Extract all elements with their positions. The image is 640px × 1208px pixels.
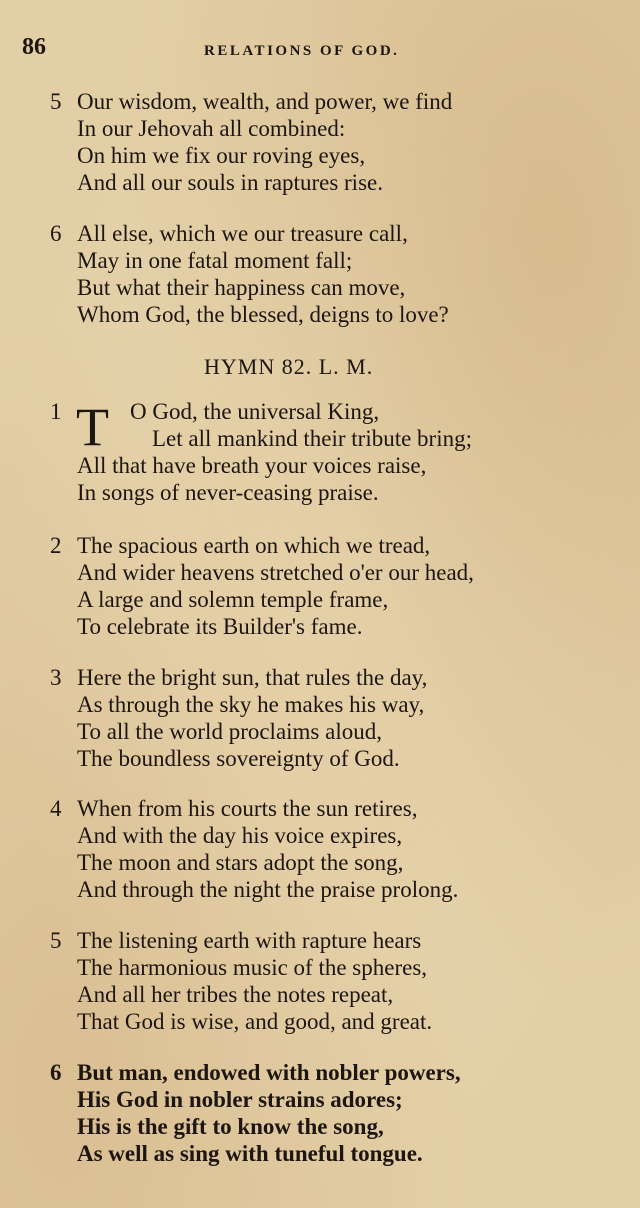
page-number: 86 [22,34,46,60]
line-text: To all the world proclaims aloud, [77,719,382,744]
stanza-line [50,954,630,981]
line-text: As through the sky he makes his way, [77,692,425,717]
drop-cap: T [76,397,109,457]
stanza-line [50,613,630,640]
stanza-line [50,691,630,718]
prev-stanza-5 [50,88,630,196]
stanza-number: 1 [50,399,62,424]
stanza-number: 5 [50,89,62,114]
line-text: On him we fix our roving eyes, [77,143,366,168]
stanza-line [50,169,630,196]
line-text: The moon and stars adopt the song, [77,850,404,875]
line-text: The listening earth with rapture hears [77,928,422,953]
stanza-line [50,1008,630,1035]
page-header [22,34,622,64]
stanza-number: 3 [50,665,62,690]
line-text: To celebrate its Builder's fame. [77,614,363,639]
line-text: Let all mankind their tribute bring; [152,426,473,451]
stanza-line [50,115,630,142]
stanza-line [50,981,630,1008]
stanza-line [50,927,630,954]
line-text: And all her tribes the notes repeat, [77,982,394,1007]
stanza-line [50,718,630,745]
stanza-line [50,479,630,506]
stanza-number: 6 [50,1060,62,1085]
hymn-stanza-1 [50,398,630,506]
stanza-line [50,586,630,613]
stanza-line [50,745,630,772]
line-text: His God in nobler strains adores; [77,1087,403,1112]
stanza-number: 6 [50,221,62,246]
line-text: His is the gift to know the song, [77,1114,384,1139]
stanza-line [50,88,630,115]
stanza-number: 5 [50,928,62,953]
stanza-line [50,559,630,586]
stanza-line [50,1059,630,1086]
hymn-stanza-2 [50,532,630,640]
stanza-line [50,1140,630,1167]
stanza-line [50,301,630,328]
stanza-line [50,664,630,691]
line-text: As well as sing with tuneful tongue. [77,1141,423,1166]
line-text: All that have breath your voices raise, [77,453,427,478]
line-text: The spacious earth on which we tread, [77,533,431,558]
line-text: And wider heavens stretched o'er our head, [77,560,474,585]
stanza-line [50,274,630,301]
stanza-line [50,1113,630,1140]
line-text: Whom God, the blessed, deigns to love? [77,302,449,327]
stanza-line [50,398,630,425]
line-text: All else, which we our treasure call, [77,221,408,246]
running-title: RELATIONS OF GOD. [204,43,400,59]
hymn-stanza-3 [50,664,630,772]
stanza-line [50,876,630,903]
stanza-line [50,822,630,849]
line-text: That God is wise, and good, and great. [77,1009,433,1034]
stanza-line [50,247,630,274]
stanza-line [50,1086,630,1113]
hymn-stanza-4 [50,795,630,903]
stanza-number: 4 [50,796,62,821]
line-text: But man, endowed with nobler powers, [77,1060,461,1085]
line-text: The harmonious music of the spheres, [77,955,428,980]
line-text: Our wisdom, wealth, and power, we find [77,89,453,114]
stanza-line [50,849,630,876]
stanza-line [50,142,630,169]
line-text: And all our souls in raptures rise. [77,170,383,195]
line-text: In songs of never-ceasing praise. [77,480,379,505]
line-text: Here the bright sun, that rules the day, [77,665,428,690]
line-text: When from his courts the sun retires, [77,796,418,821]
line-text: May in one fatal moment fall; [77,248,353,273]
line-text: But what their happiness can move, [77,275,406,300]
prev-stanza-6 [50,220,630,328]
stanza-number: 2 [50,533,62,558]
hymn-title: HYMN 82. L. M. [204,354,374,379]
stanza-line [50,220,630,247]
line-text: In our Jehovah all combined: [77,116,346,141]
hymn-stanza-6 [50,1059,630,1167]
stanza-line [50,452,630,479]
stanza-line [50,795,630,822]
line-text: A large and solemn temple frame, [77,587,389,612]
line-text: The boundless sovereignty of God. [77,746,400,771]
line-text: O God, the universal King, [130,399,380,424]
line-text: And with the day his voice expires, [77,823,403,848]
line-text: And through the night the praise prolong. [77,877,459,902]
hymn-stanza-5 [50,927,630,1035]
stanza-line [50,532,630,559]
stanza-line [50,425,630,452]
